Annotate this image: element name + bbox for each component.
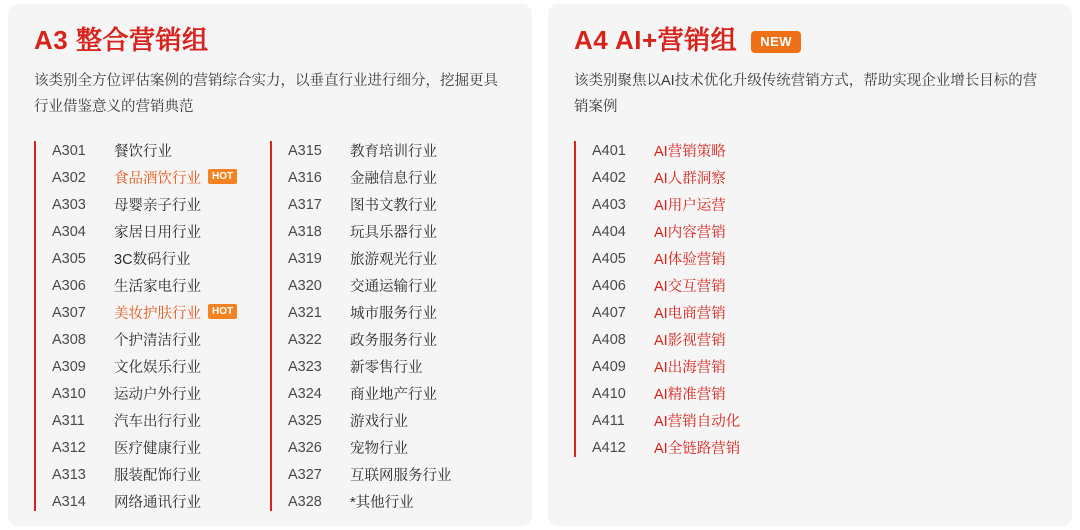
- item-label: 教育培训行业: [350, 144, 437, 161]
- category-card-a3: [8, 4, 532, 526]
- list-item[interactable]: [288, 299, 506, 326]
- item-label: AI电商营销: [654, 306, 726, 323]
- list-item[interactable]: [288, 191, 506, 218]
- item-code: A407: [592, 304, 626, 321]
- list-item[interactable]: [288, 164, 506, 191]
- item-label: 母婴亲子行业: [114, 198, 201, 215]
- item-code: A328: [288, 493, 322, 510]
- list-item[interactable]: [288, 326, 506, 353]
- item-code: A320: [288, 277, 322, 294]
- item-label: AI营销自动化: [654, 414, 741, 431]
- item-label: AI营销策略: [654, 144, 726, 161]
- item-label: 旅游观光行业: [350, 252, 437, 269]
- list-item[interactable]: [592, 407, 892, 434]
- item-label: AI精准营销: [654, 387, 726, 404]
- item-code: A402: [592, 169, 626, 186]
- item-code: A411: [592, 412, 625, 429]
- list-item[interactable]: [288, 218, 506, 245]
- list-item[interactable]: [592, 380, 892, 407]
- item-code: A311: [52, 412, 85, 429]
- item-label: 网络通讯行业: [114, 495, 201, 512]
- item-code: A325: [288, 412, 322, 429]
- list-item[interactable]: [288, 272, 506, 299]
- item-label: *其他行业: [350, 495, 414, 512]
- item-code: A321: [288, 304, 322, 321]
- list-item[interactable]: [52, 299, 270, 326]
- category-column-3: [574, 137, 892, 461]
- status-badge: NEW: [751, 31, 801, 53]
- category-column-2: [270, 137, 506, 515]
- list-item[interactable]: [52, 272, 270, 299]
- item-code: A306: [52, 277, 86, 294]
- item-code: A409: [592, 358, 626, 375]
- list-item[interactable]: [592, 272, 892, 299]
- list-item[interactable]: [52, 137, 270, 164]
- item-code: A323: [288, 358, 322, 375]
- item-label: 图书文教行业: [350, 198, 437, 215]
- item-code: A403: [592, 196, 626, 213]
- category-column-1: [34, 137, 270, 515]
- item-label: AI全链路营销: [654, 441, 741, 458]
- list-item[interactable]: [52, 461, 270, 488]
- item-code: A405: [592, 250, 626, 267]
- item-code: A322: [288, 331, 322, 348]
- item-code: A406: [592, 277, 626, 294]
- card-description-a4: 该类别聚焦以AI技术优化升级传统营销方式，帮助实现企业增长目标的营销案例: [574, 72, 1038, 116]
- item-label: AI人群洞察: [654, 171, 726, 188]
- list-item[interactable]: [52, 164, 270, 191]
- list-item[interactable]: [592, 326, 892, 353]
- list-item[interactable]: [592, 299, 892, 326]
- item-code: A316: [288, 169, 322, 186]
- list-item[interactable]: [592, 137, 892, 164]
- item-label: AI体验营销: [654, 252, 726, 269]
- item-label: 医疗健康行业: [114, 441, 201, 458]
- item-code: A313: [52, 466, 86, 483]
- item-code: A305: [52, 250, 86, 267]
- item-label: 生活家电行业: [114, 279, 201, 296]
- item-label: 家居日用行业: [114, 225, 201, 242]
- item-code: A312: [52, 439, 86, 456]
- item-label: 新零售行业: [350, 360, 423, 377]
- item-code: A309: [52, 358, 86, 375]
- item-code: A307: [52, 304, 86, 321]
- item-label: AI交互营销: [654, 279, 726, 296]
- list-item[interactable]: [288, 137, 506, 164]
- item-code: A319: [288, 250, 322, 267]
- category-columns-a3: [34, 137, 506, 515]
- item-label: 金融信息行业: [350, 171, 437, 188]
- item-label: AI内容营销: [654, 225, 726, 242]
- list-item[interactable]: [288, 380, 506, 407]
- hot-badge: HOT: [208, 169, 237, 184]
- page-title-a3: A3 整合营销组: [34, 25, 209, 55]
- item-code: A324: [288, 385, 322, 402]
- hot-badge: HOT: [208, 304, 237, 319]
- card-header-a4: [574, 26, 1046, 55]
- card-description-a3: 该类别全方位评估案例的营销综合实力，以垂直行业进行细分，挖掘更具行业借鉴意义的营销典范: [34, 72, 498, 116]
- item-label: 运动户外行业: [114, 387, 201, 404]
- item-label: AI用户运营: [654, 198, 726, 215]
- list-item[interactable]: [288, 353, 506, 380]
- item-code: A327: [288, 466, 322, 483]
- item-label: 文化娱乐行业: [114, 360, 201, 377]
- list-item[interactable]: [592, 434, 892, 461]
- list-item[interactable]: [52, 245, 270, 272]
- item-code: A401: [592, 142, 626, 159]
- list-item[interactable]: [52, 380, 270, 407]
- list-item[interactable]: [52, 353, 270, 380]
- item-code: A404: [592, 223, 626, 240]
- item-code: A410: [592, 385, 626, 402]
- list-item[interactable]: [288, 461, 506, 488]
- item-label: 美妆护肤行业: [114, 306, 201, 323]
- item-label: 餐饮行业: [114, 144, 172, 161]
- list-item[interactable]: [52, 407, 270, 434]
- item-label: 服装配饰行业: [114, 468, 201, 485]
- list-item[interactable]: [592, 245, 892, 272]
- category-columns-a4: [574, 137, 1046, 461]
- item-code: A314: [52, 493, 86, 510]
- item-label: 个护清洁行业: [114, 333, 201, 350]
- item-code: A303: [52, 196, 86, 213]
- item-label: AI影视营销: [654, 333, 726, 350]
- category-card-a4: [548, 4, 1072, 526]
- page-title-a4: A4 AI+营销组: [574, 25, 738, 55]
- item-label: AI出海营销: [654, 360, 726, 377]
- list-item[interactable]: [592, 218, 892, 245]
- item-label: 食品酒饮行业: [114, 171, 201, 188]
- list-item[interactable]: [52, 488, 270, 515]
- list-item[interactable]: [592, 353, 892, 380]
- item-label: 政务服务行业: [350, 333, 437, 350]
- item-label: 游戏行业: [350, 414, 408, 431]
- item-code: A412: [592, 439, 626, 456]
- item-code: A317: [288, 196, 322, 213]
- item-code: A304: [52, 223, 86, 240]
- card-header-a3: [34, 26, 506, 55]
- item-label: 交通运输行业: [350, 279, 437, 296]
- item-label: 3C数码行业: [114, 252, 191, 269]
- item-code: A302: [52, 169, 86, 186]
- list-item[interactable]: [52, 218, 270, 245]
- item-code: A310: [52, 385, 86, 402]
- list-item[interactable]: [288, 488, 506, 515]
- list-item[interactable]: [288, 434, 506, 461]
- list-item[interactable]: [52, 434, 270, 461]
- list-item[interactable]: [52, 191, 270, 218]
- list-item[interactable]: [592, 164, 892, 191]
- list-item[interactable]: [592, 191, 892, 218]
- item-label: 宠物行业: [350, 441, 408, 458]
- list-item[interactable]: [288, 245, 506, 272]
- item-code: A308: [52, 331, 86, 348]
- list-item[interactable]: [288, 407, 506, 434]
- item-label: 城市服务行业: [350, 306, 437, 323]
- item-code: A326: [288, 439, 322, 456]
- item-label: 商业地产行业: [350, 387, 437, 404]
- item-code: A315: [288, 142, 322, 159]
- item-code: A301: [52, 142, 86, 159]
- item-label: 汽车出行行业: [114, 414, 201, 431]
- item-code: A318: [288, 223, 322, 240]
- list-item[interactable]: [52, 326, 270, 353]
- item-label: 互联网服务行业: [350, 468, 452, 485]
- item-label: 玩具乐器行业: [350, 225, 437, 242]
- item-code: A408: [592, 331, 626, 348]
